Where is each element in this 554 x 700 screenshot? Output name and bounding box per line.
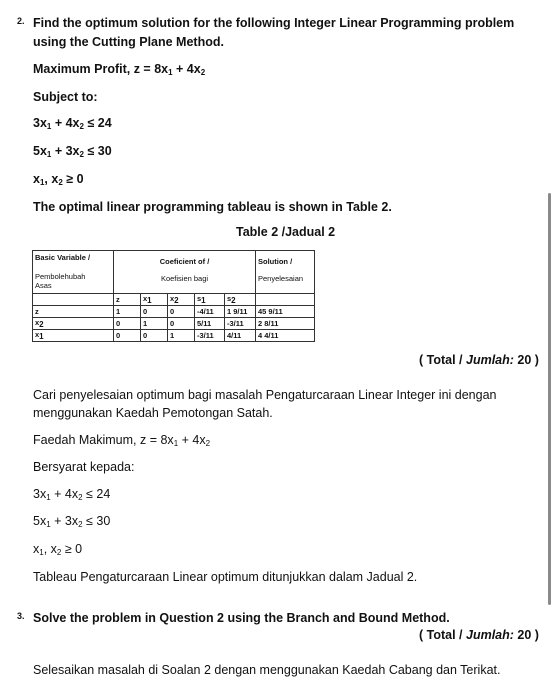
header-coefficient: Coeficient of / Koefisien bagi: [114, 251, 256, 294]
var-header: z: [114, 294, 141, 306]
header-basic-variable: Basic Variable / Pembolehubah Asas: [33, 251, 114, 294]
table-cell: 0: [114, 318, 141, 330]
malay-constraint-nonnegativity: $x_1$, $x_2 \ge 0$: [33, 542, 83, 557]
basic-var-cell: $x_1$: [33, 330, 114, 342]
table-cell: 1: [141, 318, 168, 330]
table-cell: -3/11: [195, 330, 225, 342]
solution-cell: 4 4/11: [256, 330, 315, 342]
var-header: $x_2$: [168, 294, 195, 306]
table-cell: -3/11: [225, 318, 256, 330]
table-caption: Table 2 /Jadual 2: [236, 225, 336, 239]
vertical-scrollbar[interactable]: [548, 193, 551, 605]
tableau-statement: The optimal linear programming tableau is shown in Table 2.: [33, 200, 392, 214]
question-number: 3.: [17, 611, 25, 621]
table-row: [33, 306, 315, 318]
table-row: [33, 294, 315, 306]
table-cell: 0: [141, 330, 168, 342]
table-row: [33, 330, 315, 342]
table-cell: 0: [141, 306, 168, 318]
table-cell: 0: [168, 306, 195, 318]
subject-to-label: Subject to:: [33, 90, 98, 104]
objective-function: Maximum Profit, $z = 8x_1 + 4x_2$: [33, 62, 206, 77]
table-row: [33, 318, 315, 330]
table-cell: 1: [168, 330, 195, 342]
table-cell: 4/11: [225, 330, 256, 342]
solution-cell: 2 8/11: [256, 318, 315, 330]
table-cell: 1: [114, 306, 141, 318]
basic-var-cell: $x_2$: [33, 318, 114, 330]
malay-question-3: Selesaikan masalah di Soalan 2 dengan menggunakan Kaedah Cabang dan Terikat.: [33, 663, 501, 677]
var-header: $s_2$: [225, 294, 256, 306]
solution-cell: 45 9/11: [256, 306, 315, 318]
malay-tableau-statement: Tableau Pengaturcaraan Linear optimum ditunjukkan dalam Jadual 2.: [33, 570, 418, 584]
malay-objective-function: Faedah Makimum, $z = 8x_1 + 4x_2$: [33, 433, 211, 448]
table-cell: 0: [114, 330, 141, 342]
optimal-tableau: [32, 250, 315, 342]
constraint-2: $5x_1 + 3x_2 \le 30$: [33, 144, 112, 159]
question-title-line1: Find the optimum solution for the following Integer Linear Programming problem: [33, 16, 515, 30]
question-title-line2: using the Cutting Plane Method.: [33, 35, 224, 49]
question-number: 2.: [17, 16, 25, 26]
question-3-title: Solve the problem in Question 2 using the Branch and Bound Method.: [33, 611, 450, 625]
malay-subject-to-label: Bersyarat kepada:: [33, 460, 135, 474]
malay-question-line1: Cari penyelesaian optimum bagi masalah Pengaturcaraan Linear Integer ini dengan: [33, 388, 497, 402]
malay-constraint-2: $5x_1 + 3x_2 \le 30$: [33, 514, 111, 529]
constraint-nonnegativity: $x_1$, $x_2 \ge 0$: [33, 172, 84, 187]
total-marks-q2: ( Total / Jumlah: 20 ): [419, 353, 539, 367]
var-header: $x_1$: [141, 294, 168, 306]
table-cell: 1 9/11: [225, 306, 256, 318]
header-solution: Solution / Penyelesaian: [256, 251, 315, 294]
var-header: $s_1$: [195, 294, 225, 306]
table-cell: 0: [168, 318, 195, 330]
table-cell: -4/11: [195, 306, 225, 318]
malay-constraint-1: $3x_1 + 4x_2 \le 24$: [33, 487, 111, 502]
basic-var-cell: z: [33, 306, 114, 318]
constraint-1: $3x_1 + 4x_2 \le 24$: [33, 116, 112, 131]
table-cell: 5/11: [195, 318, 225, 330]
total-marks-q3: ( Total / Jumlah: 20 ): [419, 628, 539, 642]
malay-question-line2: menggunakan Kaedah Pemotongan Satah.: [33, 406, 273, 420]
